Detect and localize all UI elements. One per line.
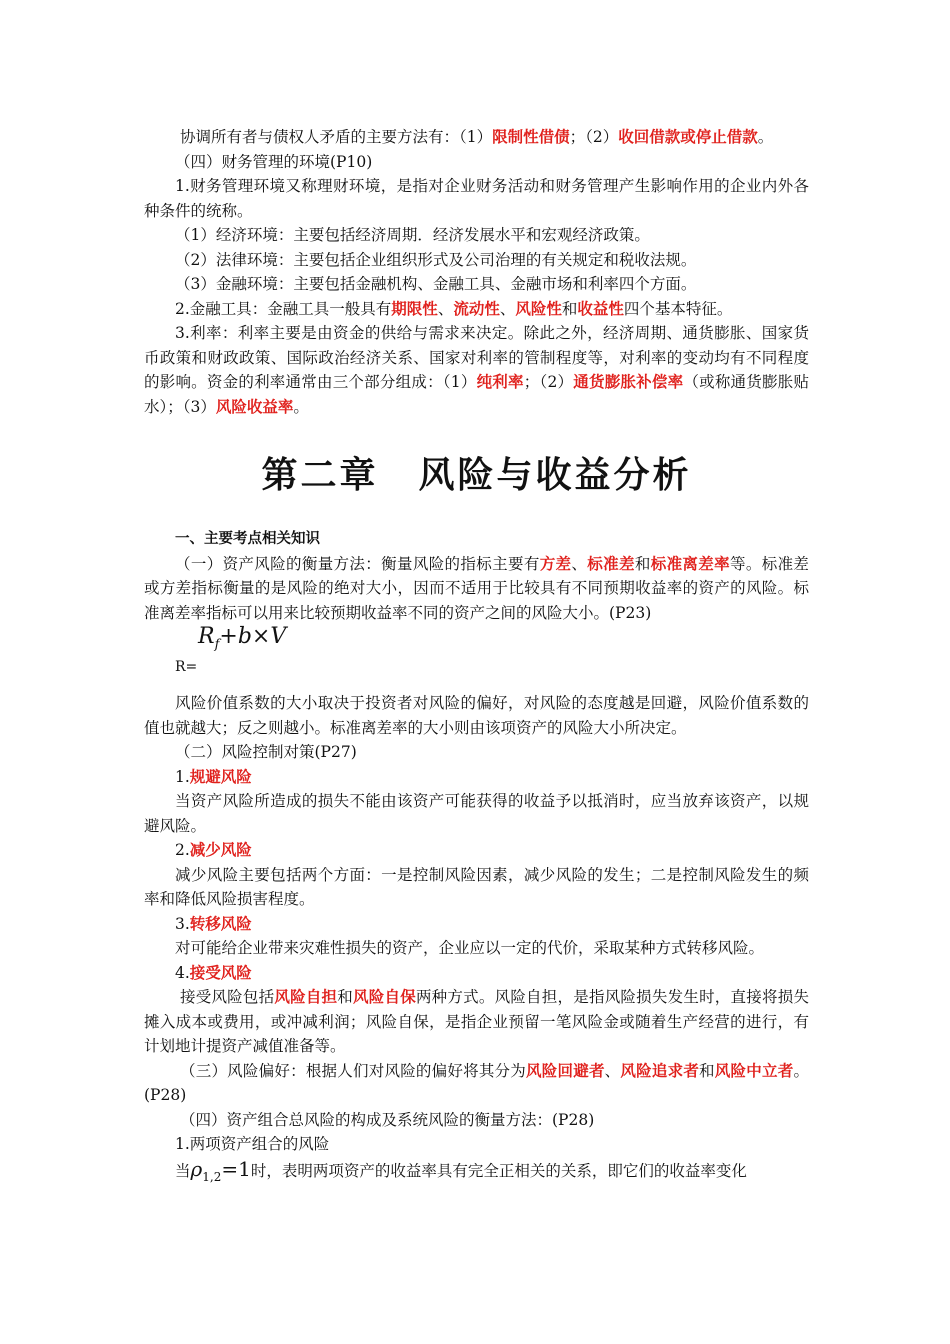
document-body xyxy=(144,125,809,1189)
paragraph: 协调所有者与债权人矛盾的主要方法有：（1）限制性借债；（2）收回借款或停止借款。 xyxy=(180,128,774,146)
paragraph: （一）资产风险的衡量方法：衡量风险的指标主要有方差、标准差和标准离差率等。标准差或方差指标衡量的是风险的绝对大小，因而不适用于比较具有不同预期收益率的资产的风险。标准离差率指标可以用来比较预期收益率不同的资产之间的风险大小。(P23) xyxy=(144,554,809,622)
subheading: 1.规避风险 xyxy=(175,767,252,786)
subheading: 4.接受风险 xyxy=(175,963,252,982)
paragraph: 2.金融工具：金融工具一般具有期限性、流动性、风险性和收益性四个基本特征。 xyxy=(175,299,733,318)
paragraph: 减少风险主要包括两个方面：一是控制风险因素，减少风险的发生；二是控制风险发生的频率和降低风险损害程度。 xyxy=(144,865,809,908)
chapter-title: 第二章 风险与收益分析 xyxy=(261,454,692,496)
paragraph: （2）法律环境：主要包括企业组织形式及公司治理的有关规定和税收法规。 xyxy=(175,250,697,269)
paragraph: 3.利率：利率主要是由资金的供给与需求来决定。除此之外，经济周期、通货膨胀、国家货币政策和财政政策、国际政治经济关系、国家对利率的管制程度等，对利率的变动均有不同程度的影响。资金的利率通常由三个部分组成：（1）纯利率；（2）通货膨胀补偿率（或称通货膨胀贴水）；（3）风险收益率。 xyxy=(144,324,809,416)
section-heading: 一、主要考点相关知识 xyxy=(175,531,320,547)
correlation-symbol: $\rho_{1,2}=1$ xyxy=(190,1156,251,1184)
formula-expression: $R_f+b\times V$ xyxy=(198,624,287,653)
paragraph: 对可能给企业带来灾难性损失的资产，企业应以一定的代价，采取某种方式转移风险。 xyxy=(175,939,765,957)
paragraph: 接受风险包括风险自担和风险自保两种方式。风险自担，是指风险损失发生时，直接将损失摊入成本或费用，或冲减利润；风险自保，是指企业预留一笔风险金或随着生产经营的进行，有计划地计提资产减值准备等。 xyxy=(144,988,809,1055)
paragraph: （二）风险控制对策(P27) xyxy=(175,743,357,761)
formula-label: R= xyxy=(175,659,198,675)
subheading: 3.转移风险 xyxy=(175,914,252,933)
paragraph: 当$\rho_{1,2}=1$时，表明两项资产的收益率具有完全正相关的关系，即它们的收益率变化 xyxy=(175,1156,747,1184)
subheading: 2.减少风险 xyxy=(175,841,252,859)
paragraph: （四）财务管理的环境(P10) xyxy=(175,152,373,171)
paragraph: （3）金融环境：主要包括金融机构、金融工具、金融市场和利率四个方面。 xyxy=(175,275,697,293)
paragraph: 1.财务管理环境又称理财环境，是指对企业财务活动和财务管理产生影响作用的企业内外各种条件的统称。 xyxy=(144,177,809,220)
paragraph: （四）资产组合总风险的构成及系统风险的衡量方法：(P28) xyxy=(180,1110,595,1129)
paragraph: （1）经济环境：主要包括经济周期．经济发展水平和宏观经济政策。 xyxy=(175,226,650,244)
paragraph: 1.两项资产组合的风险 xyxy=(175,1135,330,1153)
paragraph: （三）风险偏好：根据人们对风险的偏好将其分为风险回避者、风险追求者和风险中立者。(P28) xyxy=(144,1061,809,1104)
paragraph: 风险价值系数的大小取决于投资者对风险的偏好，对风险的态度越是回避，风险价值系数的值也就越大；反之则越小。标准离差率的大小则由该项资产的风险大小所决定。 xyxy=(144,694,809,737)
risk-return-formula xyxy=(144,625,809,677)
paragraph: 当资产风险所造成的损失不能由该资产可能获得的收益予以抵消时，应当放弃该资产，以规避风险。 xyxy=(144,792,809,835)
